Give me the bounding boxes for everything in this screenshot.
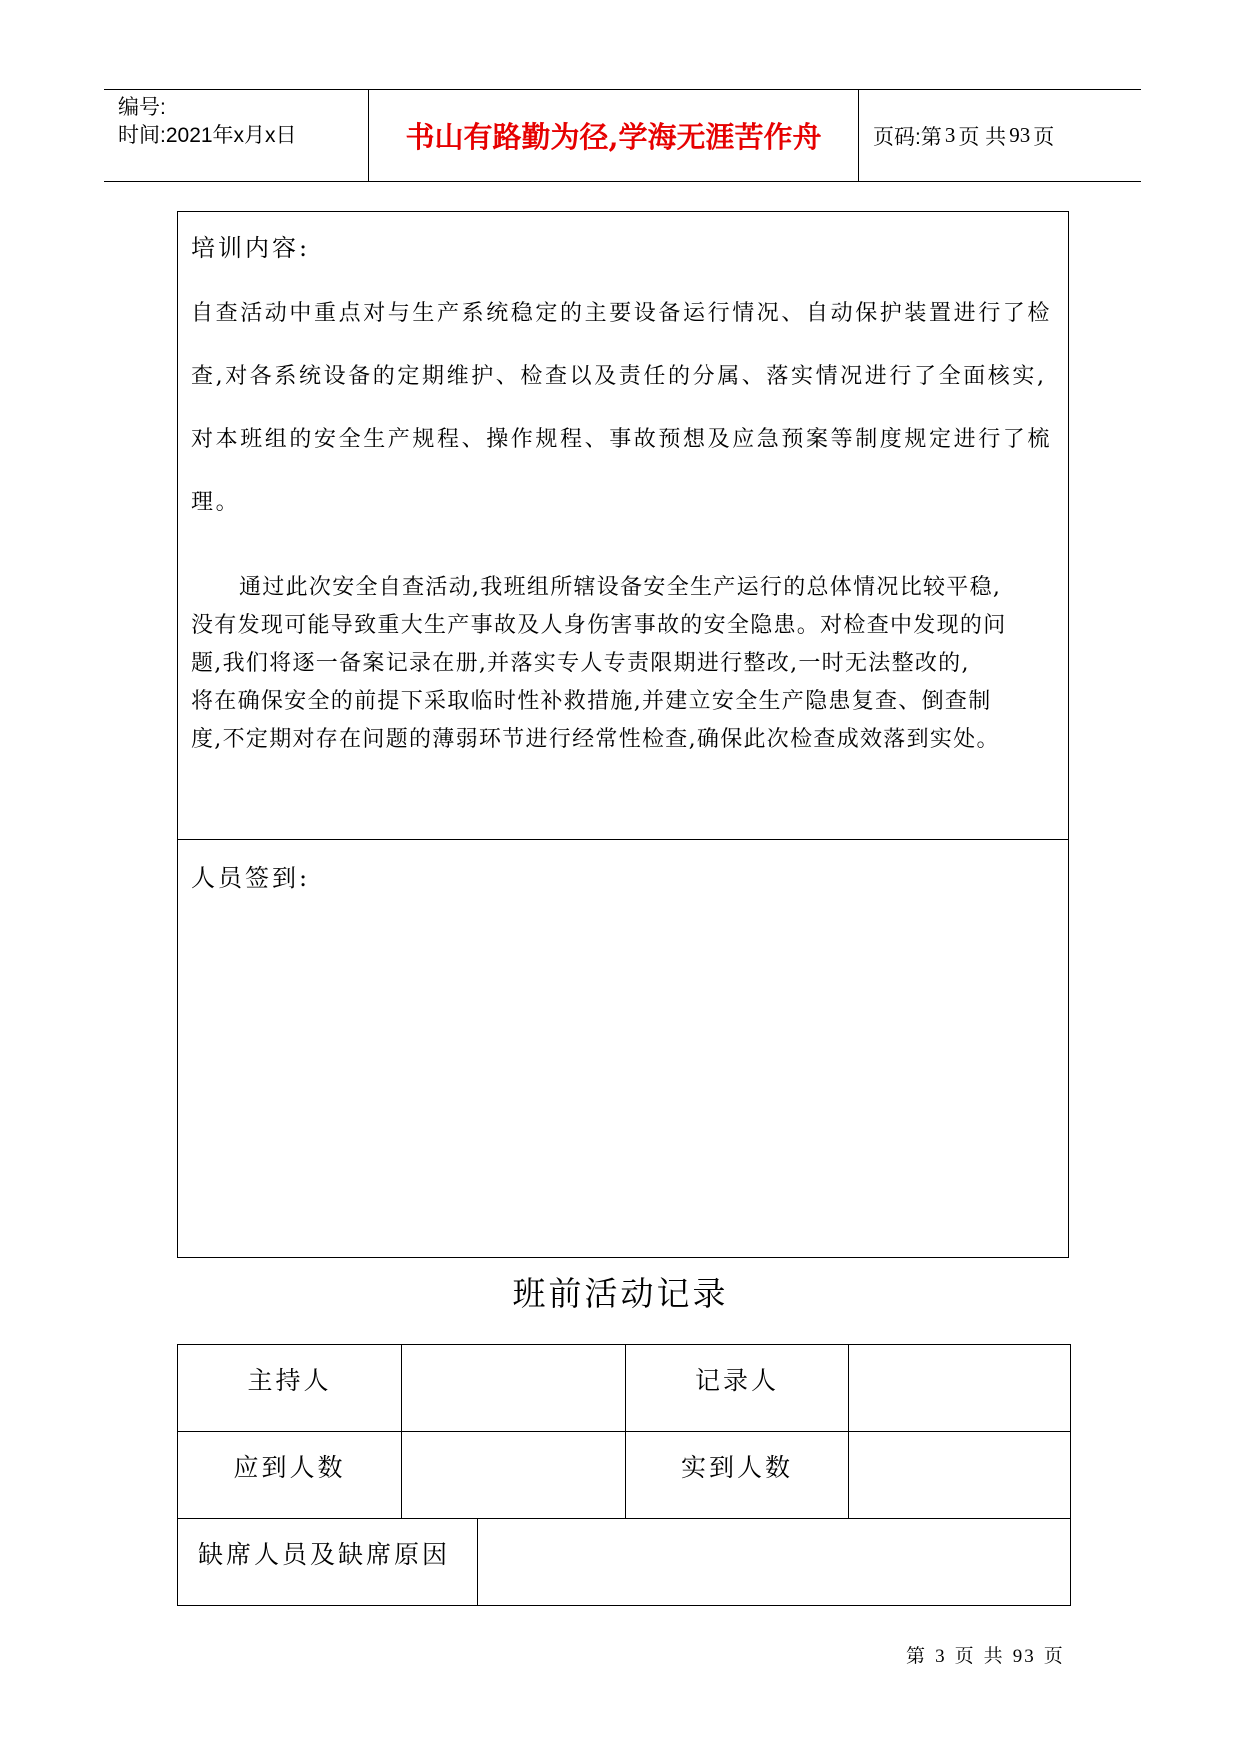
training-label: 培训内容: xyxy=(191,234,311,262)
footer-suffix: 页 xyxy=(1043,1645,1065,1667)
expected-count-label: 应到人数 xyxy=(178,1432,402,1519)
paragraph-line: 没有发现可能导致重大生产事故及人身伤害事故的安全隐患。对检查中发现的问 xyxy=(191,613,1007,638)
paragraph-line: 对本班组的安全生产规程、操作规程、事故预想及应急预案等制度规定进行了梳 xyxy=(191,427,1053,452)
page-mid: 页 共 xyxy=(958,125,1007,149)
record-title: 班前活动记录 xyxy=(512,1274,729,1313)
paragraph-line: 查,对各系统设备的定期维护、检查以及责任的分属、落实情况进行了全面核实, xyxy=(191,364,1047,389)
header-motto: 书山有路勤为径,学海无涯苦作舟 xyxy=(369,90,859,181)
footer-mid: 页 共 xyxy=(954,1645,1005,1667)
footer-total: 93 xyxy=(1012,1646,1036,1667)
paragraph-line: 自查活动中重点对与生产系统稳定的主要设备运行情况、自动保护装置进行了检 xyxy=(191,301,1053,326)
training-content-box xyxy=(177,211,1069,840)
page-footer xyxy=(906,1641,1065,1668)
footer-prefix: 第 xyxy=(906,1645,928,1667)
record-table xyxy=(177,1344,1071,1606)
page-prefix: 页码:第 xyxy=(873,125,942,149)
expected-count-field[interactable] xyxy=(402,1432,626,1519)
absent-field[interactable] xyxy=(478,1519,1071,1606)
recorder-field[interactable] xyxy=(849,1345,1071,1432)
signin-label: 人员签到: xyxy=(191,864,311,892)
page-suffix: 页 xyxy=(1033,125,1055,149)
table-row xyxy=(178,1432,1071,1519)
footer-current: 3 xyxy=(935,1646,947,1667)
paragraph-line: 通过此次安全自查活动,我班组所辖设备安全生产运行的总体情况比较平稳, xyxy=(239,575,1002,600)
time-label: 时间:2021年x月x日 xyxy=(118,124,297,147)
paragraph-line: 将在确保安全的前提下采取临时性补救措施,并建立安全生产隐患复查、倒查制 xyxy=(191,689,992,714)
absent-label: 缺席人员及缺席原因 xyxy=(178,1519,478,1606)
actual-count-label: 实到人数 xyxy=(626,1432,849,1519)
actual-count-field[interactable] xyxy=(849,1432,1071,1519)
page-current: 3 xyxy=(944,123,956,147)
table-row xyxy=(178,1345,1071,1432)
table-row xyxy=(178,1519,1071,1606)
paragraph-line: 度,不定期对存在问题的薄弱环节进行经常性检查,确保此次检查成效落到实处。 xyxy=(191,727,1000,752)
paragraph-line: 理。 xyxy=(191,490,241,515)
recorder-label: 记录人 xyxy=(626,1345,849,1432)
page-header xyxy=(104,89,1141,182)
paragraph-line: 题,我们将逐一备案记录在册,并落实专人专责限期进行整改,一时无法整改的, xyxy=(191,651,970,676)
header-page-number xyxy=(859,90,1141,181)
training-paragraph-2 xyxy=(191,569,1061,759)
host-label: 主持人 xyxy=(178,1345,402,1432)
signin-box[interactable] xyxy=(177,839,1069,1258)
host-field[interactable] xyxy=(402,1345,626,1432)
page-total: 93 xyxy=(1009,123,1031,147)
serial-label: 编号: xyxy=(118,96,166,119)
training-paragraph-1 xyxy=(191,282,1061,534)
header-meta xyxy=(104,90,369,181)
